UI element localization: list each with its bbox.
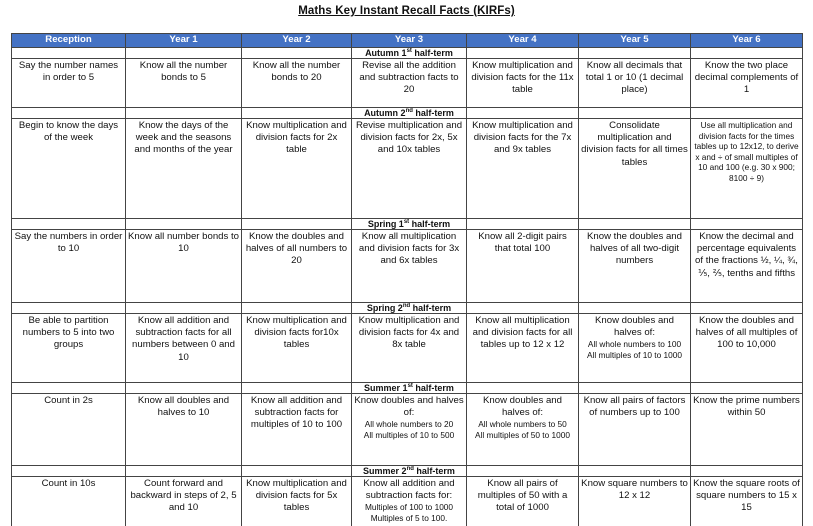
term-spacer	[12, 466, 126, 477]
fact-text: Begin to know the days of the week	[18, 120, 119, 144]
term-row	[12, 48, 803, 59]
term-spacer	[467, 383, 579, 394]
term-spacer	[579, 383, 691, 394]
fact-cell	[691, 477, 803, 526]
fact-text: Be able to partition numbers to 5 into two groups	[22, 315, 115, 351]
term-spacer	[242, 383, 352, 394]
term-spacer	[126, 466, 242, 477]
term-row	[12, 108, 803, 119]
fact-text: Know all the number bonds to 5	[139, 60, 228, 84]
term-label: Summer 1	[364, 383, 408, 393]
fact-text: Count in 10s	[41, 478, 96, 489]
term-spacer	[12, 48, 126, 59]
header-year-5: Year 5	[579, 34, 691, 48]
fact-cell	[126, 394, 242, 466]
kirf-table	[11, 33, 803, 526]
fact-text: Know multiplication and division facts for 4x and 8x table	[358, 315, 460, 351]
term-spacer	[691, 303, 803, 314]
fact-cell	[467, 394, 579, 466]
fact-cell	[242, 230, 352, 303]
fact-text: Know the doubles and halves of all two-digit numbers	[587, 231, 682, 267]
fact-text: Know the doubles and halves of all multiples of 100 to 10,000	[695, 315, 798, 351]
fact-text: Know doubles and halves of:	[354, 395, 464, 419]
term-spacer	[467, 303, 579, 314]
fact-cell	[12, 394, 126, 466]
fact-cell	[467, 59, 579, 108]
fact-cell	[579, 59, 691, 108]
term-spacer	[691, 383, 803, 394]
fact-cell	[126, 477, 242, 526]
fact-text: Know all pairs of factors of numbers up to 100	[583, 395, 686, 419]
term-suffix: half-term	[409, 219, 451, 229]
fact-cell	[467, 314, 579, 383]
term-ordinal: st	[407, 383, 413, 389]
term-spacer	[579, 303, 691, 314]
term-label: Summer 2	[363, 466, 407, 476]
header-year-6: Year 6	[691, 34, 803, 48]
term-spacer	[467, 48, 579, 59]
term-spacer	[467, 219, 579, 230]
term-heading	[352, 219, 467, 230]
fact-text: Know multiplication and division facts for10x tables	[246, 315, 347, 351]
term-spacer	[579, 466, 691, 477]
term-spacer	[126, 108, 242, 119]
fact-text: Know the two place decimal complements of 1	[694, 60, 799, 96]
table-row	[12, 314, 803, 383]
term-heading	[352, 303, 467, 314]
term-ordinal: st	[406, 48, 412, 54]
fact-cell	[242, 394, 352, 466]
fact-text: Say the numbers in order to 10	[14, 231, 123, 255]
fact-cell	[12, 314, 126, 383]
term-spacer	[12, 219, 126, 230]
term-spacer	[242, 466, 352, 477]
term-ordinal: st	[403, 219, 410, 225]
fact-text: Know doubles and halves of:	[595, 315, 674, 339]
term-spacer	[579, 48, 691, 59]
fact-cell	[467, 477, 579, 526]
fact-subtext: Multiples of 100 to 1000 Multiples of 5 to 100.	[364, 502, 454, 523]
fact-cell	[242, 314, 352, 383]
fact-cell	[352, 314, 467, 383]
term-ordinal: nd	[406, 466, 414, 472]
fact-cell	[691, 230, 803, 303]
fact-cell	[579, 119, 691, 219]
page-title: Maths Key Instant Recall Facts (KIRFs)	[298, 5, 515, 17]
fact-text: Say the number names in order to 5	[18, 60, 119, 84]
fact-cell	[12, 477, 126, 526]
table-body	[12, 48, 803, 526]
term-spacer	[691, 108, 803, 119]
table-row	[12, 230, 803, 303]
fact-text: Know all multiplication and division facts for 3x and 6x tables	[358, 231, 460, 267]
fact-text: Know the prime numbers within 50	[693, 395, 800, 419]
fact-text: Revise all the addition and subtraction facts to 20	[359, 60, 459, 96]
fact-text: Know the square roots of square numbers to 15 x 15	[693, 478, 800, 514]
term-spacer	[12, 108, 126, 119]
fact-cell	[352, 230, 467, 303]
term-spacer	[12, 383, 126, 394]
term-heading	[352, 108, 467, 119]
fact-text: Revise multiplication and division facts for 2x, 5x and 10x tables	[355, 120, 463, 156]
fact-subtext: All whole numbers to 20 All multiples of 10 to 500	[363, 419, 455, 440]
term-spacer	[126, 383, 242, 394]
term-spacer	[691, 48, 803, 59]
table-row	[12, 59, 803, 108]
fact-text: Know multiplication and division facts for the 7x and 9x tables	[472, 120, 573, 156]
fact-text: Know all 2-digit pairs that total 100	[478, 231, 567, 255]
fact-cell	[12, 230, 126, 303]
term-label: Autumn 1	[365, 48, 407, 58]
table-row	[12, 119, 803, 219]
term-row	[12, 383, 803, 394]
fact-text: Know all number bonds to 10	[128, 231, 239, 255]
term-row	[12, 219, 803, 230]
fact-cell	[126, 119, 242, 219]
fact-cell	[467, 119, 579, 219]
fact-cell	[126, 230, 242, 303]
fact-text: Know doubles and halves of:	[483, 395, 562, 419]
term-spacer	[126, 48, 242, 59]
table-row	[12, 394, 803, 466]
table-row	[12, 477, 803, 526]
header-year-2: Year 2	[242, 34, 352, 48]
fact-text: Know the days of the week and the seasons and months of the year	[134, 120, 233, 156]
fact-text: Know all addition and subtraction facts for multiples of 10 to 100	[250, 395, 343, 431]
term-heading	[352, 383, 467, 394]
term-suffix: half-term	[412, 383, 454, 393]
term-spacer	[242, 303, 352, 314]
term-row	[12, 303, 803, 314]
term-spacer	[242, 48, 352, 59]
term-label: Spring 1	[367, 219, 404, 229]
fact-text: Count forward and backward in steps of 2, 5 and 10	[130, 478, 237, 514]
fact-cell	[242, 477, 352, 526]
fact-cell	[242, 59, 352, 108]
fact-cell	[579, 394, 691, 466]
fact-text: Know the doubles and halves of all numbers to 20	[245, 231, 348, 267]
term-heading	[352, 48, 467, 59]
fact-text: Know all addition and subtraction facts for:	[363, 478, 455, 502]
fact-text: Know all the number bonds to 20	[252, 60, 341, 84]
fact-text: Know all doubles and halves to 10	[137, 395, 230, 419]
fact-text: Know all multiplication and division facts for all tables up to 12 x 12	[472, 315, 573, 351]
term-ordinal: nd	[402, 303, 411, 309]
header-reception: Reception	[12, 34, 126, 48]
fact-cell	[126, 314, 242, 383]
fact-text: Know multiplication and division facts for 2x table	[246, 120, 347, 156]
fact-cell	[691, 119, 803, 219]
fact-text: Know all addition and subtraction facts for all numbers between 0 and 10	[132, 315, 235, 363]
fact-subtext: All whole numbers to 50 All multiples of 50 to 1000	[474, 419, 570, 440]
fact-cell	[691, 59, 803, 108]
fact-text: Count in 2s	[44, 395, 93, 406]
header-year-4: Year 4	[467, 34, 579, 48]
header-row	[12, 34, 803, 48]
fact-cell	[352, 394, 467, 466]
fact-text: Consolidate multiplication and division facts for all times tables	[581, 120, 688, 168]
term-spacer	[691, 219, 803, 230]
fact-cell	[126, 59, 242, 108]
fact-cell	[352, 477, 467, 526]
fact-cell	[691, 394, 803, 466]
term-spacer	[691, 466, 803, 477]
fact-cell	[467, 230, 579, 303]
fact-text: Know all decimals that total 1 or 10 (1 decimal place)	[585, 60, 684, 96]
fact-text: Know all pairs of multiples of 50 with a total of 1000	[477, 478, 568, 514]
fact-cell	[12, 119, 126, 219]
term-spacer	[126, 303, 242, 314]
fact-cell	[579, 230, 691, 303]
term-spacer	[12, 303, 126, 314]
term-spacer	[467, 466, 579, 477]
fact-subtext: Use all multiplication and division facts for the times tables up to 12x12, to derive x and ÷ of small multiples of 10 and 100 (e.g. 30 x 900; 8100 ÷ 9)	[694, 120, 799, 183]
term-suffix: half-term	[412, 108, 454, 118]
fact-cell	[579, 477, 691, 526]
fact-text: Know the decimal and percentage equivalents of the fractions ½, ¼, ¾, ⅕, ⅖, tenths and fifths	[695, 231, 798, 279]
fact-cell	[352, 119, 467, 219]
term-spacer	[242, 108, 352, 119]
fact-cell	[352, 59, 467, 108]
term-ordinal: nd	[405, 108, 413, 114]
term-label: Spring 2	[366, 303, 403, 313]
fact-cell	[242, 119, 352, 219]
fact-subtext: All whole numbers to 100 All multiples of 10 to 1000	[586, 339, 682, 360]
term-spacer	[126, 219, 242, 230]
term-suffix: half-term	[410, 303, 452, 313]
fact-text: Know multiplication and division facts for 5x tables	[246, 478, 347, 514]
term-label: Autumn 2	[364, 108, 406, 118]
term-spacer	[467, 108, 579, 119]
term-suffix: half-term	[413, 466, 455, 476]
term-spacer	[242, 219, 352, 230]
term-row	[12, 466, 803, 477]
header-year-3: Year 3	[352, 34, 467, 48]
fact-cell	[579, 314, 691, 383]
header-year-1: Year 1	[126, 34, 242, 48]
term-spacer	[579, 108, 691, 119]
fact-text: Know square numbers to 12 x 12	[581, 478, 688, 502]
term-heading	[352, 466, 467, 477]
term-spacer	[579, 219, 691, 230]
fact-text: Know multiplication and division facts for the 11x table	[471, 60, 574, 96]
fact-cell	[691, 314, 803, 383]
fact-cell	[12, 59, 126, 108]
term-suffix: half-term	[411, 48, 453, 58]
